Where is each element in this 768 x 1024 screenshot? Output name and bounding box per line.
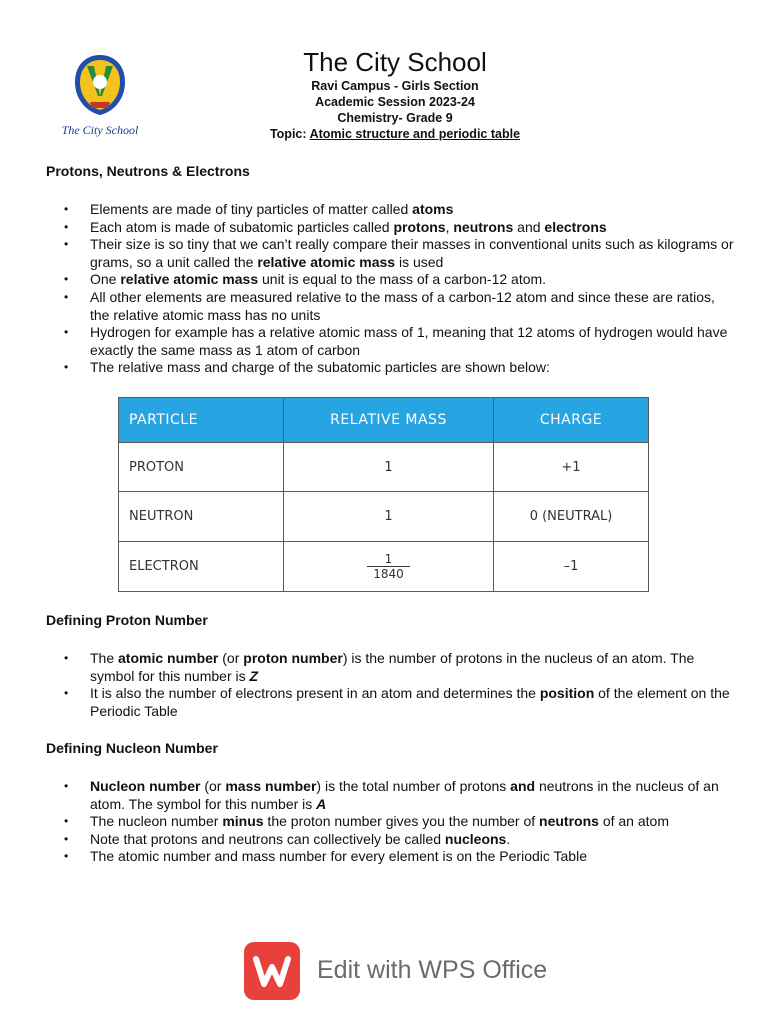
school-name: The City School bbox=[303, 47, 487, 77]
list-item: • Their size is so tiny that we can’t really compare their masses in conventional units such as kilograms or grams, so a unit called the relative atomic mass is used bbox=[64, 236, 734, 270]
wps-w-glyph-icon bbox=[244, 942, 300, 1000]
subatomic-particles-table bbox=[118, 397, 649, 592]
list-item: • Elements are made of tiny particles of matter called atoms bbox=[64, 201, 454, 217]
campus-line: Ravi Campus - Girls Section bbox=[311, 79, 479, 93]
column-header-particle: PARTICLE bbox=[119, 398, 284, 443]
list-item: • Hydrogen for example has a relative atomic mass of 1, meaning that 12 atoms of hydrogen would have exactly the same mass as 1 atom of carbon bbox=[64, 324, 728, 358]
bullet-list-nucleon-number bbox=[64, 778, 734, 866]
section-title-proton-number: Defining Proton Number bbox=[46, 612, 208, 628]
wps-edit-label[interactable]: Edit with WPS Office bbox=[317, 956, 548, 984]
list-item: • All other elements are measured relative to the mass of a carbon-12 atom and since these are ratios, the relative atomic mass has no units bbox=[64, 288, 715, 323]
charge-cell: 0 (NEUTRAL) bbox=[494, 492, 649, 542]
bullet-icon: • bbox=[64, 289, 69, 304]
topic-value: Atomic structure and periodic table bbox=[309, 127, 521, 141]
particle-cell: NEUTRON bbox=[119, 492, 284, 542]
bullet-icon: • bbox=[64, 686, 69, 701]
section-title-nucleon-number: Defining Nucleon Number bbox=[46, 740, 218, 756]
mass-cell: 1 bbox=[284, 442, 494, 492]
mass-cell bbox=[284, 542, 494, 592]
school-logo bbox=[52, 52, 148, 142]
particle-cell: ELECTRON bbox=[119, 542, 284, 592]
charge-cell: –1 bbox=[494, 542, 649, 592]
table-row bbox=[119, 442, 649, 492]
bullet-icon: • bbox=[64, 849, 69, 864]
bullet-icon: • bbox=[64, 325, 69, 340]
fraction-denominator: 1840 bbox=[367, 566, 410, 581]
wps-logo-icon[interactable] bbox=[244, 942, 300, 1000]
column-header-relative-mass: RELATIVE MASS bbox=[284, 398, 494, 443]
bullet-icon: • bbox=[64, 219, 69, 234]
bullet-icon: • bbox=[64, 237, 69, 252]
list-item: • The atomic number (or proton number) is the number of protons in the nucleus of an atom. The symbol for this number is Z bbox=[64, 650, 695, 684]
mass-fraction bbox=[367, 552, 410, 581]
bullet-icon: • bbox=[64, 651, 69, 665]
bullet-icon: • bbox=[64, 272, 69, 287]
bullet-icon: • bbox=[64, 831, 69, 846]
section-title-protons-neutrons-electrons: Protons, Neutrons & Electrons bbox=[46, 163, 250, 179]
fraction-numerator: 1 bbox=[384, 552, 393, 567]
subject-line: Chemistry- Grade 9 bbox=[337, 111, 453, 125]
bullet-icon: • bbox=[64, 202, 69, 216]
list-item: • The relative mass and charge of the subatomic particles are shown below: bbox=[64, 359, 550, 376]
topic-line bbox=[240, 126, 550, 142]
bullet-icon: • bbox=[64, 814, 69, 829]
edit-with-wps-banner[interactable] bbox=[244, 942, 564, 1002]
bullet-list-proton-number bbox=[64, 650, 734, 720]
topic-label: Topic: bbox=[269, 127, 307, 141]
column-header-charge: CHARGE bbox=[494, 398, 649, 443]
list-item: • One relative atomic mass unit is equal to the mass of a carbon-12 atom. bbox=[64, 271, 547, 288]
charge-cell: +1 bbox=[494, 442, 649, 492]
list-item: • Note that protons and neutrons can collectively be called nucleons. bbox=[64, 830, 511, 847]
bullet-icon: • bbox=[64, 360, 69, 375]
logo-caption: The City School bbox=[61, 123, 139, 137]
table-header-row bbox=[119, 398, 649, 443]
table-row bbox=[119, 492, 649, 542]
mass-cell: 1 bbox=[284, 492, 494, 542]
particle-cell: PROTON bbox=[119, 442, 284, 492]
list-item: • The atomic number and mass number for every element is on the Periodic Table bbox=[64, 848, 587, 865]
list-item: • It is also the number of electrons present in an atom and determines the position of the element on the Periodic Table bbox=[64, 685, 730, 719]
city-school-crest-icon bbox=[70, 52, 130, 118]
list-item: • The nucleon number minus the proton number gives you the number of neutrons of an atom bbox=[64, 813, 669, 830]
table-row bbox=[119, 542, 649, 592]
bullet-list-subatomic bbox=[64, 201, 734, 377]
document-header bbox=[240, 46, 550, 142]
session-line: Academic Session 2023-24 bbox=[315, 95, 475, 109]
list-item: • Nucleon number (or mass number) is the total number of protons and neutrons in the nucleus of an atom. The symbol for this number is A bbox=[64, 778, 719, 812]
list-item: • Each atom is made of subatomic particles called protons, neutrons and electrons bbox=[64, 218, 607, 235]
bullet-icon: • bbox=[64, 779, 69, 793]
